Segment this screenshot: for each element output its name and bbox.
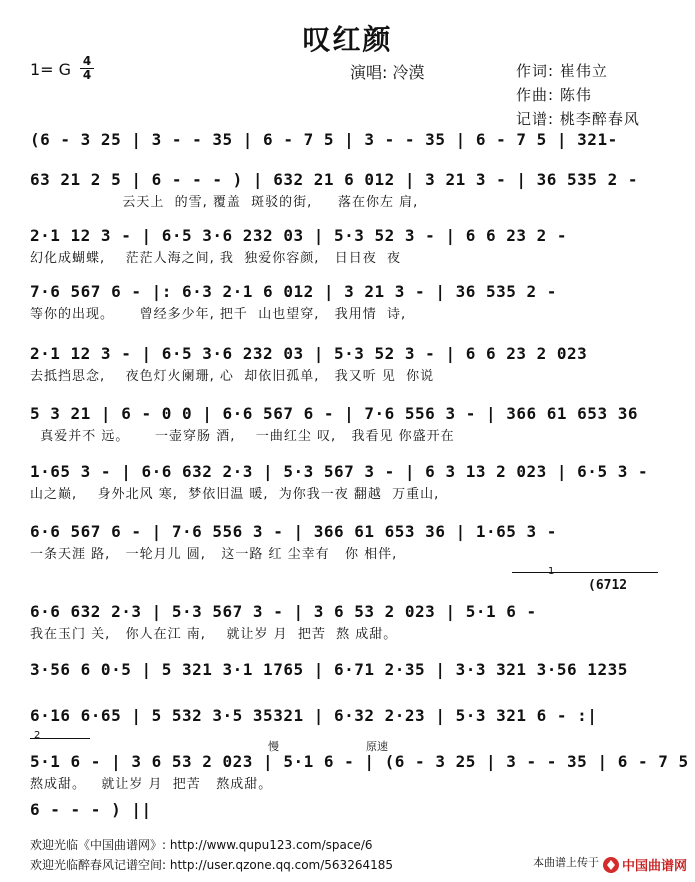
lyrics-line: 云天上 的雪, 覆盖 斑驳的街, 落在你左 肩, [30,195,419,210]
notes-line: 6·16 6·65 | 5 532 3·5 35321 | 6·32 2·23 | 5·3 321 6 - :| [30,706,598,725]
notes-line: (6 - 3 25 | 3 - - 35 | 6 - 7 5 | 3 - - 35 | 6 - 7 5 | 321- [30,130,618,149]
notes-line: 63 21 2 5 | 6 - - - ) | 632 21 6 012 | 3 21 3 - | 36 535 2 - [30,170,638,189]
lyrics-line: 山之巅, 身外北风 寒, 梦依旧温 暖, 为你我一夜 翻越 万重山, [30,487,440,502]
tempo-slow-marker: 慢 [268,740,279,753]
upload-note: 本曲谱上传于 [533,856,599,869]
logo-text: 中国曲谱网 [622,859,688,874]
site-logo [601,854,689,876]
score-row [0,166,695,214]
volta-2-number: 2 [34,730,41,741]
notes-line: 2·1 12 3 - | 6·5 3·6 232 03 | 5·3 52 3 - | 6 6 23 2 023 [30,344,588,363]
footer-link-qupu[interactable]: 欢迎光临《中国曲谱网》: http://www.qupu123.com/space/6 [30,838,373,852]
tempo-original-marker: 原速 [366,740,388,753]
notes-line: 6·6 567 6 - | 7·6 556 3 - | 366 61 653 36 | 1·65 3 - [30,522,557,541]
lyrics-line: 等你的出现。 曾经多少年, 把千 山也望穿, 我用情 诗, [30,307,407,322]
score-row [0,598,695,646]
notes-line: 5·1 6 - | 3 6 53 2 023 | 5·1 6 - | (6 - 3 25 | 3 - - 35 | 6 - 7 5 [30,752,689,771]
footer-link-qzone[interactable]: 欢迎光临醉春风记谱空间: http://user.qzone.qq.com/563264185 [30,858,394,872]
composer-credit: 作曲: 陈伟 [516,86,592,104]
lyrics-line: 幻化成蝴蝶, 茫茫人海之间, 我 独爱你容颜, 日日夜 夜 [30,251,401,266]
intro-segment: (6712 [588,578,628,593]
notation-credit: 记谱: 桃李醉春风 [516,110,640,128]
score-row [0,518,695,566]
score-row [0,340,695,388]
time-signature [80,56,94,81]
lyrics-line: 我在玉门 关, 你人在江 南, 就让岁 月 把苦 熬 成甜。 [30,627,398,642]
notes-line: 1·65 3 - | 6·6 632 2·3 | 5·3 567 3 - | 6 3 13 2 023 | 6·5 3 - [30,462,649,481]
notes-line: 3·56 6 0·5 | 5 321 3·1 1765 | 6·71 2·35 | 3·3 321 3·56 1235 [30,660,628,679]
score-row [0,222,695,270]
volta-1-bracket [512,572,658,573]
lyrics-line: 熬成甜。 就让岁 月 把苦 熬成甜。 [30,777,273,792]
lyrics-line: 真爱并不 远。 一壶穿肠 酒, 一曲红尘 叹, 我看见 你盛开在 [30,429,455,444]
site-logo-icon [601,854,689,876]
time-top: 4 [82,54,92,68]
notes-line: 2·1 12 3 - | 6·5 3·6 232 03 | 5·3 52 3 - | 6 6 23 2 - [30,226,568,245]
lyricist-credit: 作词: 崔伟立 [516,62,608,80]
singer-credit: 演唱: 冷漠 [350,63,425,82]
time-bottom: 4 [82,68,92,82]
score-row [0,748,695,796]
lyrics-line: 去抵挡思念, 夜色灯火阑珊, 心 却依旧孤单, 我又听 见 你说 [30,369,435,384]
score-row [0,656,695,704]
score-row [0,400,695,448]
score-row [0,458,695,506]
lyrics-line: 一条天涯 路, 一轮月儿 圆, 这一路 红 尘幸有 你 相伴, [30,547,398,562]
score-row [0,702,695,750]
song-title: 叹红颜 [302,23,393,56]
notes-line: 6 - - - ) || [30,800,152,819]
notes-line: 6·6 632 2·3 | 5·3 567 3 - | 3 6 53 2 023 | 5·1 6 - [30,602,537,621]
score-row [0,278,695,326]
notes-line: 7·6 567 6 - |: 6·3 2·1 6 012 | 3 21 3 - | 36 535 2 - [30,282,557,301]
notes-line: 5 3 21 | 6 - 0 0 | 6·6 567 6 - | 7·6 556 3 - | 366 61 653 36 [30,404,638,423]
volta-1-number: 1 [548,566,555,577]
key-signature: 1= G [30,60,72,79]
